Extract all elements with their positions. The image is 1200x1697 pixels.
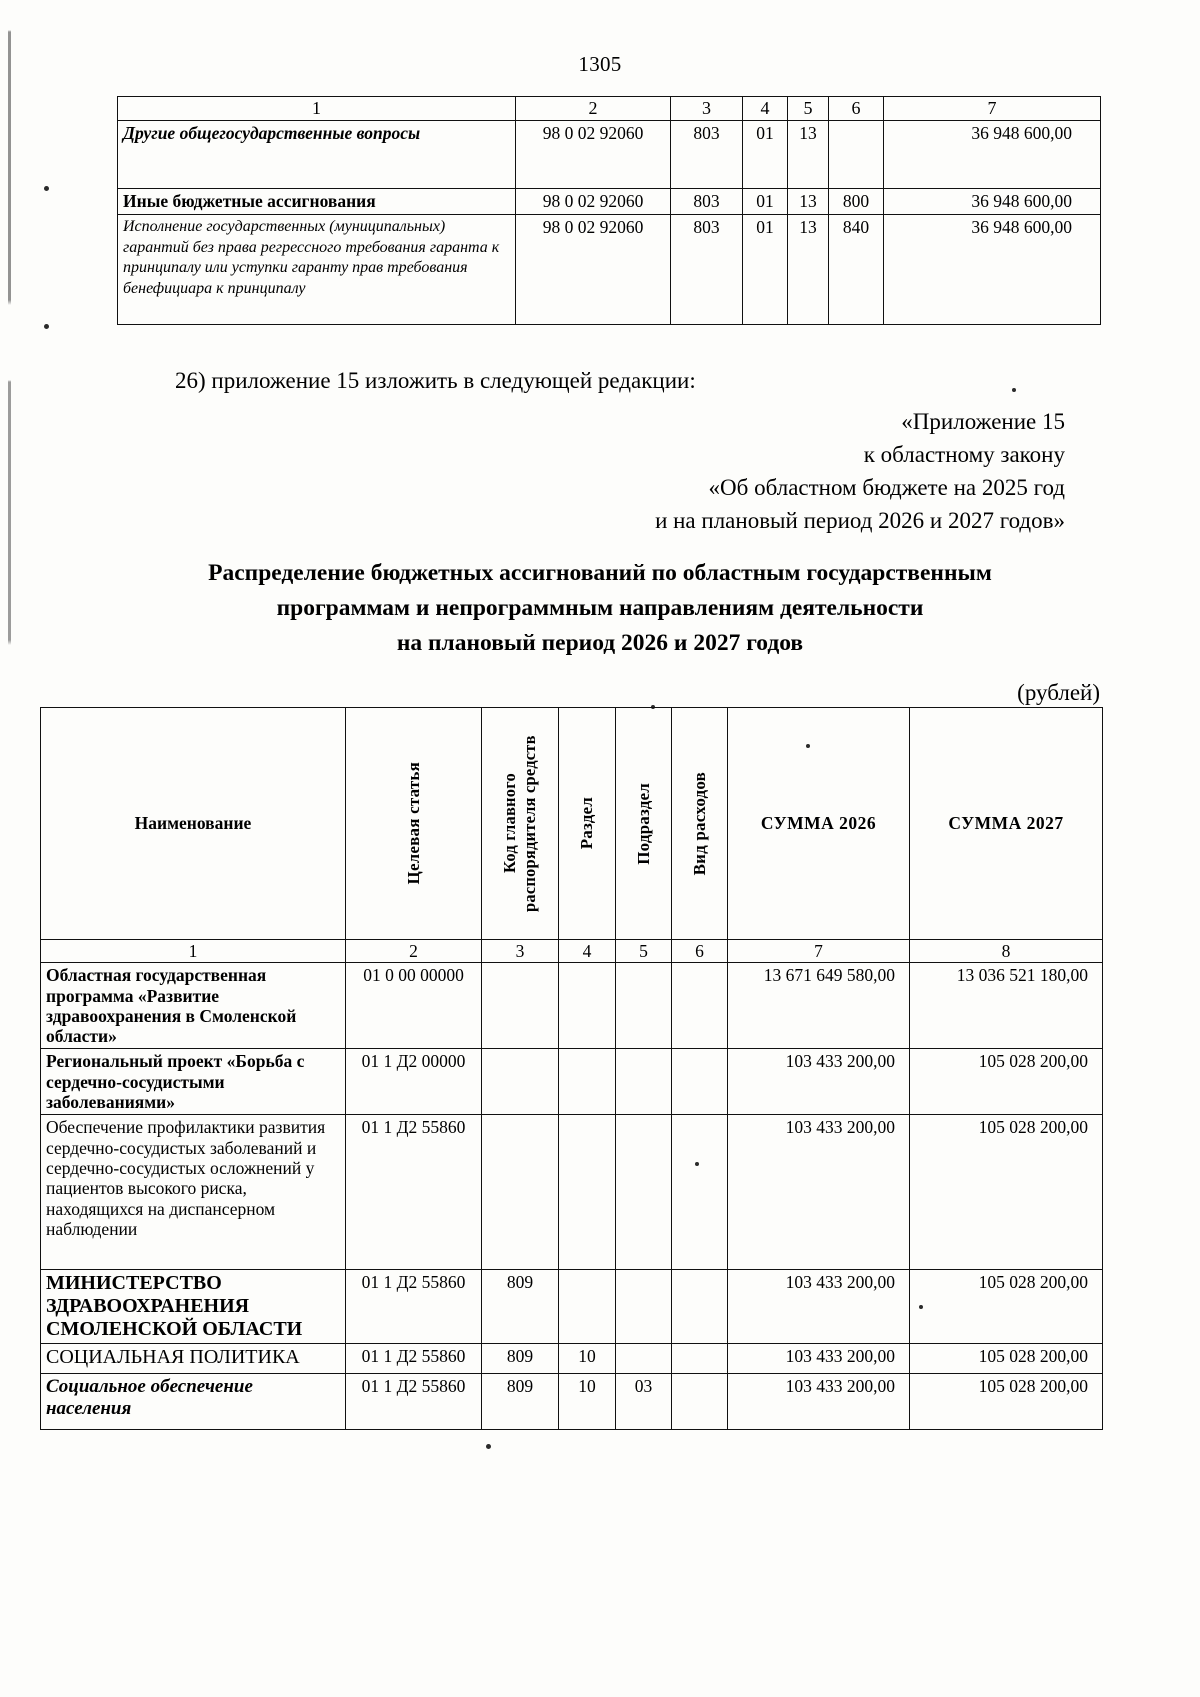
- row-expense-type: [829, 120, 884, 188]
- currency-note: (рублей): [1017, 680, 1100, 705]
- row-sum-2027: 105 028 200,00: [910, 1049, 1103, 1115]
- scan-edge-artifact: [8, 0, 11, 1697]
- header-name: Наименование: [41, 708, 346, 940]
- col-num: 1: [118, 97, 516, 121]
- header-subsection: [616, 708, 672, 940]
- col-num: 7: [728, 940, 910, 963]
- row-subsection: [616, 963, 672, 1049]
- page-number: 1305: [578, 52, 622, 76]
- row-section: [559, 1270, 616, 1343]
- row-subsection: 03: [616, 1373, 672, 1429]
- col-num: 5: [788, 97, 829, 121]
- row-expense-type: [672, 1343, 728, 1373]
- row-sum: 36 948 600,00: [884, 188, 1101, 214]
- row-chief-admin: 809: [482, 1270, 559, 1343]
- table-header-row: [41, 708, 1103, 940]
- continuation-budget-table: [117, 96, 1101, 325]
- header-chief-admin-label: Код главного распорядителя средств: [499, 735, 539, 912]
- row-name: Обеспечение профилактики развития сердечно-сосудистых заболеваний и сердечно-сосудистых осложнений у пациентов высокого риска, находящихся на диспансерном наблюдении: [41, 1115, 346, 1270]
- row-section: 10: [559, 1373, 616, 1429]
- row-target-article: 01 1 Д2 55860: [346, 1343, 482, 1373]
- appendix-reference: [655, 405, 1065, 537]
- header-section: [559, 708, 616, 940]
- col-num: 6: [829, 97, 884, 121]
- appendix-line: к областному закону: [863, 442, 1065, 468]
- row-expense-type: 840: [829, 214, 884, 324]
- row-section: 10: [559, 1343, 616, 1373]
- row-sum-2026: 103 433 200,00: [728, 1343, 910, 1373]
- row-sum-2026: 103 433 200,00: [728, 1115, 910, 1270]
- row-section: 01: [743, 120, 788, 188]
- column-number-row: [41, 940, 1103, 963]
- header-target-article: [346, 708, 482, 940]
- row-sum-2026: 103 433 200,00: [728, 1049, 910, 1115]
- table-row: [41, 1115, 1103, 1270]
- row-chief-admin: 803: [671, 214, 743, 324]
- header-chief-admin: [482, 708, 559, 940]
- row-subsection: 13: [788, 214, 829, 324]
- row-subsection: [616, 1115, 672, 1270]
- row-chief-admin: [482, 1115, 559, 1270]
- table-row: [41, 1343, 1103, 1373]
- row-expense-type: [672, 1373, 728, 1429]
- row-chief-admin: 803: [671, 120, 743, 188]
- table-row: [41, 1373, 1103, 1429]
- col-num: 7: [884, 97, 1101, 121]
- header-sum-2027: СУММА 2027: [910, 708, 1103, 940]
- row-sum-2027: 105 028 200,00: [910, 1270, 1103, 1343]
- col-num: 5: [616, 940, 672, 963]
- row-subsection: 13: [788, 188, 829, 214]
- row-subsection: [616, 1049, 672, 1115]
- row-sum: 36 948 600,00: [884, 120, 1101, 188]
- row-sum-2026: 103 433 200,00: [728, 1270, 910, 1343]
- row-target-article: 01 1 Д2 55860: [346, 1373, 482, 1429]
- row-name: Областная государственная программа «Развитие здравоохранения в Смоленской области»: [41, 963, 346, 1049]
- paragraph-26: 26) приложение 15 изложить в следующей редакции:: [175, 368, 696, 393]
- scan-speck: [44, 186, 49, 191]
- appendix-line: и на плановый период 2026 и 2027 годов»: [655, 508, 1065, 534]
- row-section: [559, 1049, 616, 1115]
- table-row: [41, 1270, 1103, 1343]
- row-name: Исполнение государственных (муниципальных) гарантий без права регрессного требования гаранта к принципалу или уступки гаранту прав требования бенефициара к принципалу: [118, 214, 516, 324]
- row-target-article: 01 1 Д2 00000: [346, 1049, 482, 1115]
- row-target-article: 01 1 Д2 55860: [346, 1270, 482, 1343]
- row-subsection: [616, 1270, 672, 1343]
- row-sum-2027: 105 028 200,00: [910, 1373, 1103, 1429]
- row-expense-type: [672, 963, 728, 1049]
- row-sum-2027: 105 028 200,00: [910, 1343, 1103, 1373]
- row-section: [559, 1115, 616, 1270]
- row-target-article: 01 1 Д2 55860: [346, 1115, 482, 1270]
- row-name: Региональный проект «Борьба с сердечно-сосудистыми заболеваниями»: [41, 1049, 346, 1115]
- budget-allocation-table: [40, 707, 1103, 1430]
- row-chief-admin: [482, 963, 559, 1049]
- row-subsection: [616, 1343, 672, 1373]
- row-target-article: 01 0 00 00000: [346, 963, 482, 1049]
- column-number-row: [118, 97, 1101, 121]
- title-line: на плановый период 2026 и 2027 годов: [396, 629, 804, 656]
- header-expense-type: [672, 708, 728, 940]
- row-section: 01: [743, 188, 788, 214]
- row-expense-type: 800: [829, 188, 884, 214]
- col-num: 2: [516, 97, 671, 121]
- row-expense-type: [672, 1049, 728, 1115]
- row-name: Другие общегосударственные вопросы: [118, 120, 516, 188]
- row-expense-type: [672, 1115, 728, 1270]
- row-chief-admin: 809: [482, 1373, 559, 1429]
- header-target-article-label: Целевая статья: [403, 762, 423, 885]
- row-target-article: 98 0 02 92060: [516, 120, 671, 188]
- row-subsection: 13: [788, 120, 829, 188]
- row-chief-admin: 809: [482, 1343, 559, 1373]
- row-name: Иные бюджетные ассигнования: [118, 188, 516, 214]
- row-name: Социальное обеспечение населения: [41, 1373, 346, 1429]
- header-section-label: Раздел: [577, 797, 597, 850]
- table-row: [118, 214, 1101, 324]
- table-row: [41, 963, 1103, 1049]
- row-sum-2026: 13 671 649 580,00: [728, 963, 910, 1049]
- table-row: [118, 120, 1101, 188]
- header-sum-2026: СУММА 2026: [728, 708, 910, 940]
- page-title: [110, 556, 1090, 660]
- col-num: 4: [743, 97, 788, 121]
- row-target-article: 98 0 02 92060: [516, 214, 671, 324]
- row-expense-type: [672, 1270, 728, 1343]
- header-expense-type-label: Вид расходов: [689, 771, 709, 876]
- col-num: 8: [910, 940, 1103, 963]
- row-section: 01: [743, 214, 788, 324]
- col-num: 2: [346, 940, 482, 963]
- col-num: 4: [559, 940, 616, 963]
- title-line: программам и непрограммным направлениям деятельности: [276, 594, 924, 621]
- row-target-article: 98 0 02 92060: [516, 188, 671, 214]
- col-num: 3: [671, 97, 743, 121]
- scan-speck: [44, 324, 49, 329]
- appendix-line: «Об областном бюджете на 2025 год: [708, 475, 1065, 501]
- row-name: МИНИСТЕРСТВО ЗДРАВООХРАНЕНИЯ СМОЛЕНСКОЙ ОБЛАСТИ: [41, 1270, 346, 1343]
- row-sum: 36 948 600,00: [884, 214, 1101, 324]
- table-row: [41, 1049, 1103, 1115]
- row-sum-2027: 105 028 200,00: [910, 1115, 1103, 1270]
- col-num: 6: [672, 940, 728, 963]
- row-sum-2026: 103 433 200,00: [728, 1373, 910, 1429]
- scan-speck: [1012, 388, 1016, 392]
- row-section: [559, 963, 616, 1049]
- appendix-line: «Приложение 15: [901, 409, 1065, 434]
- row-sum-2027: 13 036 521 180,00: [910, 963, 1103, 1049]
- col-num: 3: [482, 940, 559, 963]
- table-row: [118, 188, 1101, 214]
- header-subsection-label: Подраздел: [633, 782, 653, 865]
- title-line: Распределение бюджетных ассигнований по областным государственным: [208, 560, 992, 586]
- row-chief-admin: [482, 1049, 559, 1115]
- row-name: СОЦИАЛЬНАЯ ПОЛИТИКА: [41, 1343, 346, 1373]
- row-chief-admin: 803: [671, 188, 743, 214]
- scan-speck: [486, 1444, 491, 1449]
- col-num: 1: [41, 940, 346, 963]
